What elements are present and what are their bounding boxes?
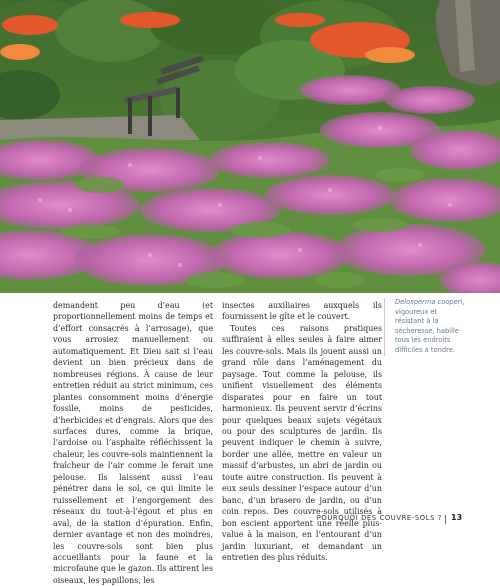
- photo-caption: [384, 298, 465, 356]
- paragraph: demandent peu d’eau (et proportionnellement moins de temps et d’effort consacrés à l’arrosage), que vous arrosiez manuellement ou automatiquement. Et Dieu sait si l’eau devient un bien précieux dans de nombreuses régions. À cause de leur entretien réduit au strict minimum, ces plantes consomment moins d’énergie fossile, moins de pesticides, d’herbicides et d’engrais. Alors que des surfaces dures, comme la brique, l’ardoise ou l’asphalte réfléchissent la chaleur, les couvre-sols maintiennent la fraîcheur de l’air comme le ferait une pelouse. Ils laissent aussi l’eau pénétrer dans le sol, ce qui limite le ruissellement et l’engorgement des réseaux du tout-à-l’égout et plus en aval, de la station d’épuration. Enfin, dernier avantage et non des moindres, les couvre-sols sont bien plus accueillants pour la faune et la microfaune que le gazon. Ils attirent les oiseaux, les papillons, les: [53, 301, 213, 585]
- page-number: 13: [451, 513, 463, 522]
- caption-species: Delosperma cooperi: [395, 298, 463, 306]
- page-footer: [0, 514, 500, 524]
- running-title: POURQUOI DES COUVRE-SOLS ?: [316, 514, 442, 522]
- footer-divider: [445, 515, 446, 524]
- caption-text: , vigoureux et résistant à la sécheresse, habille tous les endroits difficiles à tondre.: [395, 298, 465, 354]
- paragraph: insectes auxiliaires auxquels ils fournissent le gîte et le couvert.: [222, 301, 382, 322]
- paragraph: Toutes ces raisons pratiques suffiraient à elles seules à faire aimer les couvre-sols. Mais ils jouent aussi un grand rôle dans l’aménagement du paysage. Tout comme la pelouse, ils unifient visuellement des éléments disparates pour en faire un tout harmonieux. Ils peuvent servir d’écrins pour quelques beaux sujets végétaux ou pour des sculptures de jardin. Ils peuvent indiquer le chemin à suivre, border une allée, mettre en valeur un massif d’arbustes, un abri de jardin ou toute autre construction. Ils peuvent à eux seuls dessiner l’espace autour d’un banc, d’un brasero de jardin, ou d’un coin repos. Des couvre-sols utilisés à bon escient apportent une réelle plus-value à la maison, en l’entourant d’un jardin luxuriant, et demandant un entretien des plus réduits.: [222, 323, 382, 562]
- body-column-left: [53, 300, 213, 586]
